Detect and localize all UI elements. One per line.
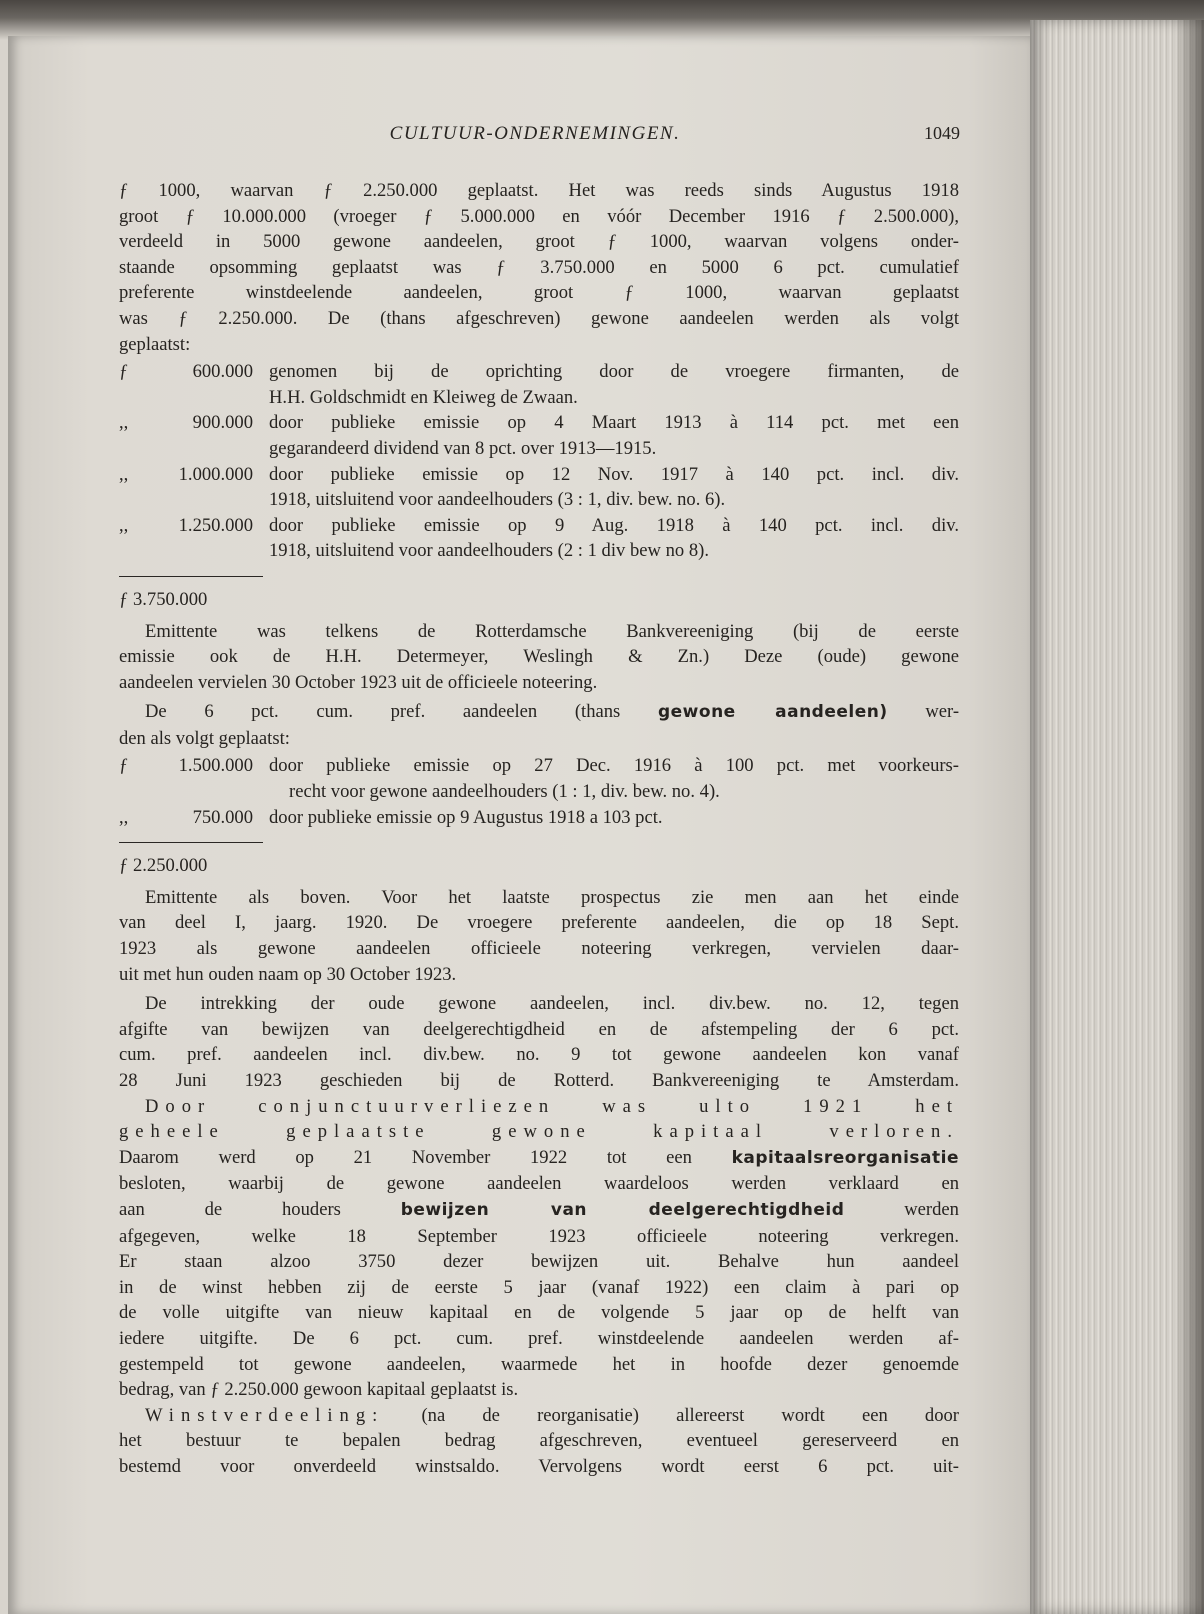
text-segment: Daarom werd op 21 November 1922 tot een xyxy=(119,1146,692,1168)
page-title: CULTUUR-ONDERNEMINGEN. xyxy=(389,123,681,144)
text-line: H.H. Goldschmidt en Kleiweg de Zwaan. xyxy=(269,386,578,408)
text-line: de volle uitgifte van nieuw kapitaal en de volgende 5 jaar op de helft van xyxy=(119,1302,959,1324)
withdrawal-paragraph xyxy=(119,991,959,1093)
text-line: 1918, uitsluitend voor aandeelhouders (2 : 1 div bew no 8). xyxy=(269,540,709,562)
text-line: geplaatst: xyxy=(119,333,191,355)
text-line: verdeeld in 5000 gewone aandeelen, groot ƒ 1000, waarvan volgens onder- xyxy=(119,231,959,253)
text-segment: Winstverdeeling: xyxy=(145,1404,385,1426)
ditto-mark: ,, xyxy=(119,412,129,434)
ditto-mark: ƒ xyxy=(119,755,129,777)
intro-paragraph xyxy=(119,178,959,357)
list-item xyxy=(119,753,959,804)
text-line: aandeelen vervielen 30 October 1923 uit de officieele noteering. xyxy=(119,671,598,693)
amount: 1.000.000 xyxy=(178,463,253,485)
text-line xyxy=(119,1197,959,1224)
text-line: gestempeld tot gewone aandeelen, waarmede het in hoofde dezer genoemde xyxy=(119,1353,959,1375)
text-line xyxy=(119,1403,959,1429)
text-line: 28 Juni 1923 geschieden bij de Rotterd. Bankvereeniging te Amsterdam. xyxy=(119,1070,959,1091)
total-preferred: ƒ 2.250.000 xyxy=(119,855,208,877)
text-line: Er staan alzoo 3750 dezer bewijzen uit. Behalve hun aandeel xyxy=(119,1251,959,1273)
text-line: preferente winstdeelende aandeelen, groot ƒ 1000, waarvan geplaatst xyxy=(119,282,959,304)
text-line: Emittente als boven. Voor het laatste prospectus zie men aan het einde xyxy=(145,886,959,908)
text-line: in de winst hebben zij de eerste 5 jaar (vanaf 1922) een claim à pari op xyxy=(119,1276,959,1298)
total-ordinary: ƒ 3.750.000 xyxy=(119,588,208,610)
amount: 750.000 xyxy=(192,806,253,828)
running-head xyxy=(110,123,960,153)
text-segment: wer- xyxy=(925,701,960,723)
text-line: uit met hun ouden naam op 30 October 1923. xyxy=(119,963,457,985)
ditto-mark: ƒ xyxy=(119,361,129,383)
ditto-mark: ,, xyxy=(119,514,129,536)
text-line: groot ƒ 10.000.000 (vroeger ƒ 5.000.000 en vóór December 1916 ƒ 2.500.000), xyxy=(119,205,959,227)
text-segment: aan de houders xyxy=(119,1198,341,1220)
placement-list-ordinary xyxy=(119,359,959,564)
text-line: besloten, waarbij de gewone aandeelen waardeloos werden verklaard en xyxy=(119,1173,959,1195)
text-line: De intrekking der oude gewone aandeelen, incl. div.bew. no. 12, tegen xyxy=(145,993,959,1015)
text-line: genomen bij de oprichting door de vroegere firmanten, de xyxy=(269,361,959,383)
text-segment: werden xyxy=(904,1198,959,1220)
text-line: afgifte van bewijzen van deelgerechtigdheid en de afstempeling der 6 pct. xyxy=(119,1018,959,1040)
text-line: cum. pref. aandeelen incl. div.bew. no. 9 tot gewone aandeelen kon vanaf xyxy=(119,1044,959,1066)
amount: 900.000 xyxy=(192,412,253,434)
text-line: 1918, uitsluitend voor aandeelhouders (3 : 1, div. bew. no. 6). xyxy=(269,489,726,511)
placement-list-preferred xyxy=(119,753,959,830)
emphasis-text: gewone aandeelen) xyxy=(657,702,888,723)
reorganisation-paragraph xyxy=(119,1094,959,1403)
text-line: Door conjunctuurverliezen was ulto 1921 het xyxy=(145,1095,959,1117)
list-item xyxy=(119,462,959,513)
description xyxy=(269,513,959,564)
description xyxy=(269,410,959,461)
amount: 1.250.000 xyxy=(178,514,253,536)
description xyxy=(269,805,959,831)
description xyxy=(269,753,959,804)
list-item xyxy=(119,359,959,410)
prospectus-paragraph xyxy=(119,885,959,987)
ditto-mark: ,, xyxy=(119,463,129,485)
list-item xyxy=(119,513,959,564)
text-line: bedrag, van ƒ 2.250.000 gewoon kapitaal geplaatst is. xyxy=(119,1379,519,1401)
text-line: door publieke emissie op 9 Aug. 1918 à 140 pct. incl. div. xyxy=(269,514,959,536)
text-line: emissie ook de H.H. Determeyer, Weslingh & Zn.) Deze (oude) gewone xyxy=(119,646,959,668)
sum-rule xyxy=(119,842,263,843)
text-line: door publieke emissie op 27 Dec. 1916 à 100 pct. met voorkeurs- xyxy=(269,755,959,777)
text-line: door publieke emissie op 9 Augustus 1918 a 103 pct. xyxy=(269,806,663,828)
text-line: 1923 als gewone aandeelen officieele noteering verkregen, vervielen daar- xyxy=(119,938,959,960)
text-line: den als volgt geplaatst: xyxy=(119,727,290,749)
text-line: was ƒ 2.250.000. De (thans afgeschreven) gewone aandeelen werden als volgt xyxy=(119,307,959,329)
preferred-paragraph xyxy=(119,699,959,751)
amount: 600.000 xyxy=(192,361,253,383)
text-line: geheele geplaatste gewone kapitaal verloren. xyxy=(119,1121,959,1143)
text-segment: De 6 pct. cum. pref. aandeelen (thans xyxy=(145,701,621,723)
text-line: Emittente was telkens de Rotterdamsche Bankvereeniging (bij de eerste xyxy=(145,620,959,642)
list-item xyxy=(119,805,959,831)
list-item xyxy=(119,410,959,461)
page-edges xyxy=(1030,20,1204,1614)
text-line: door publieke emissie op 4 Maart 1913 à 114 pct. met een xyxy=(269,412,959,434)
text-line: door publieke emissie op 12 Nov. 1917 à 140 pct. incl. div. xyxy=(269,463,959,485)
amount: 1.500.000 xyxy=(178,755,253,777)
sum-rule xyxy=(119,576,263,577)
issuer-paragraph xyxy=(119,619,959,696)
text-line: van deel I, jaarg. 1920. De vroegere preferente aandeelen, die op 18 Sept. xyxy=(119,912,959,934)
description xyxy=(269,462,959,513)
profit-distribution-paragraph xyxy=(119,1403,959,1480)
text-line: het bestuur te bepalen bedrag afgeschreven, eventueel gereserveerd en xyxy=(119,1430,959,1452)
text-line: afgegeven, welke 18 September 1923 officieele noteering verkregen. xyxy=(119,1225,959,1247)
text-line: staande opsomming geplaatst was ƒ 3.750.000 en 5000 6 pct. cumulatief xyxy=(119,256,959,278)
page-number: 1049 xyxy=(924,123,960,143)
text-segment: (na de reorganisatie) allereerst wordt een door xyxy=(421,1404,960,1426)
text-line: iedere uitgifte. De 6 pct. cum. pref. winstdeelende aandeelen werden af- xyxy=(119,1327,959,1349)
text-line: recht voor gewone aandeelhouders (1 : 1, div. bew. no. 4). xyxy=(289,781,720,803)
text-line: bestemd voor onverdeeld winstsaldo. Vervolgens wordt eerst 6 pct. uit- xyxy=(119,1455,959,1477)
description xyxy=(269,359,959,410)
text-line xyxy=(119,1145,959,1172)
emphasis-text: kapitaalsreorganisatie xyxy=(731,1147,959,1168)
text-line xyxy=(119,699,959,726)
emphasis-text: bewijzen van deelgerechtigdheid xyxy=(400,1199,845,1220)
ditto-mark: ,, xyxy=(119,806,129,828)
text-line: ƒ 1000, waarvan ƒ 2.250.000 geplaatst. Het was reeds sinds Augustus 1918 xyxy=(119,180,959,201)
text-line: gegarandeerd dividend van 8 pct. over 1913—1915. xyxy=(269,437,657,459)
page-body xyxy=(119,178,959,1480)
